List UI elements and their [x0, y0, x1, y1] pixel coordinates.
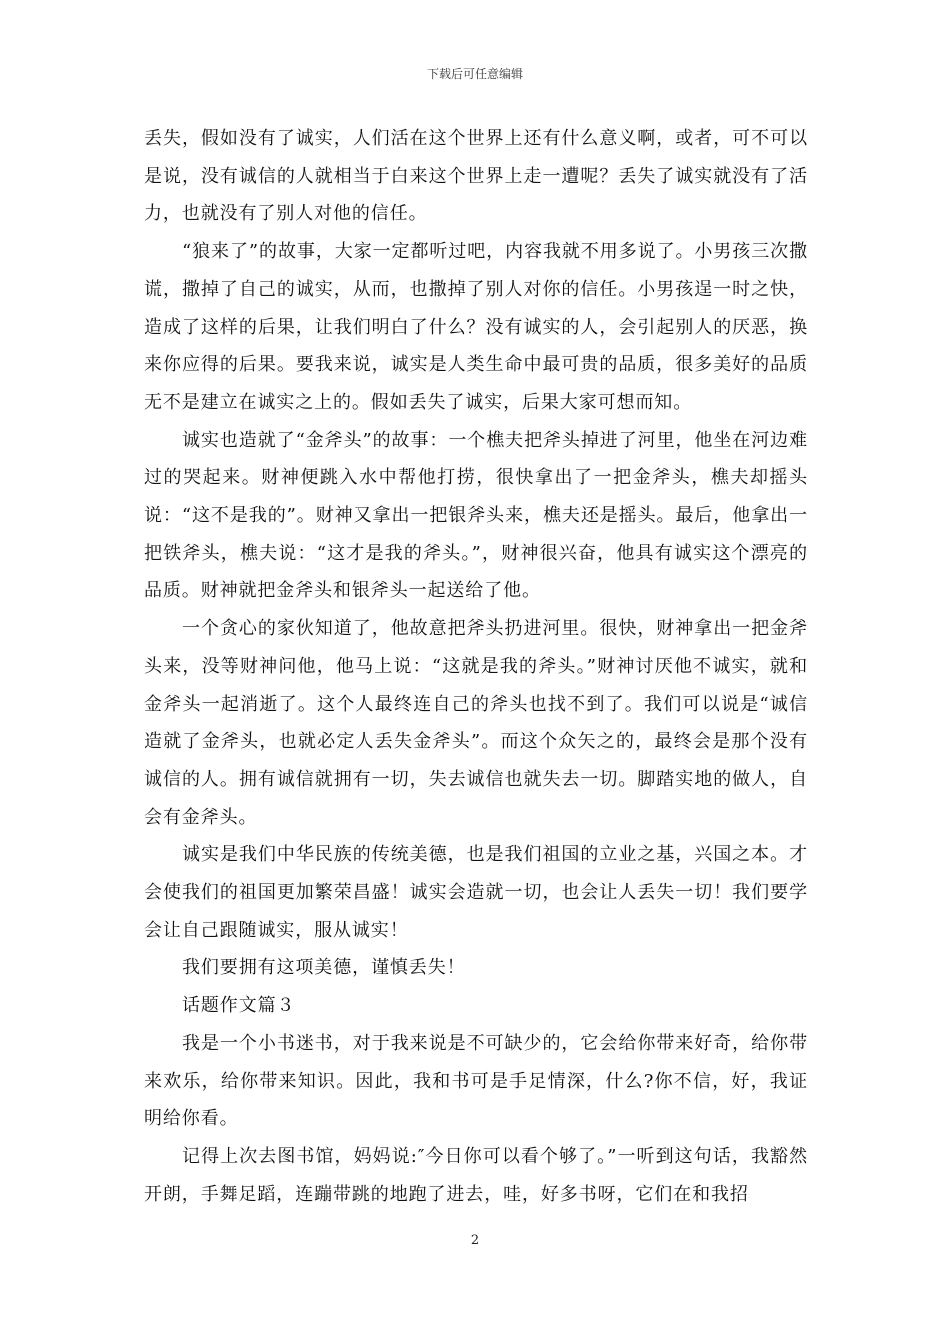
page-number: 2	[470, 1233, 480, 1248]
paragraph-8: 记得上次去图书馆，妈妈说:″今日你可以看个够了。”一听到这句话，我豁然开朗，手舞足蹈，连蹦带跳的地跑了进去，哇，好多书呀，它们在和我招	[144, 1145, 808, 1205]
paragraph-6: 我们要拥有这项美德，谨慎丢失！	[182, 957, 466, 979]
section-heading: 话题作文篇３	[182, 995, 296, 1017]
paragraph-4: 一个贪心的家伙知道了，他故意把斧头扔进河里。很快，财神拿出一把金斧头来，没等财神问他，他马上说：“这就是我的斧头。”财神讨厌他不诚实，就和金斧头一起消逝了。这个人最终连自己的斧头也找不到了。我们可以说是“诚信造就了金斧头，也就必定人丢失金斧头”。而这个众矢之的，最终会是那个没有诚信的人。拥有诚信就拥有一切，失去诚信也就失去一切。脚踏实地的做人，自会有金斧头。	[144, 618, 808, 828]
paragraph-3: 诚实也造就了“金斧头”的故事：一个樵夫把斧头掉进了河里，他坐在河边难过的哭起来。财神便跳入水中帮他打捞，很快拿出了一把金斧头，樵夫却摇头说：“这不是我的”。财神又拿出一把银斧头来，樵夫还是摇头。最后，他拿出一把铁斧头，樵夫说：“这才是我的斧头。”，财神很兴奋，他具有诚实这个漂亮的品质。财神就把金斧头和银斧头一起送给了他。	[144, 429, 808, 602]
paragraph-1: 丢失，假如没有了诚实，人们活在这个世界上还有什么意义啊，或者，可不可以是说，没有诚信的人就相当于白来这个世界上走一遭呢？丢失了诚实就没有了活力，也就没有了别人对他的信任。	[144, 128, 808, 225]
page-header: 下载后可任意编辑	[426, 67, 523, 81]
paragraph-7: 我是一个小书迷书，对于我来说是不可缺少的，它会给你带来好奇，给你带来欢乐，给你带来知识。因此，我和书可是手足情深，什么?你不信，好，我证明给你看。	[144, 1032, 808, 1130]
document-body	[144, 120, 808, 1213]
paragraph-5: 诚实是我们中华民族的传统美德，也是我们祖国的立业之基，兴国之本。才会使我们的祖国更加繁荣昌盛！诚实会造就一切，也会让人丢失一切！我们要学会让自己跟随诚实，服从诚实！	[144, 844, 808, 941]
paragraph-2: “狼来了”的故事，大家一定都听过吧，内容我就不用多说了。小男孩三次撒谎，撒掉了自己的诚实，从而，也撒掉了别人对你的信任。小男孩逞一时之快，造成了这样的后果，让我们明白了什么？没有诚实的人，会引起别人的厌恶，换来你应得的后果。要我来说，诚实是人类生命中最可贵的品质，很多美好的品质无不是建立在诚实之上的。假如丢失了诚实，后果大家可想而知。	[144, 241, 808, 413]
